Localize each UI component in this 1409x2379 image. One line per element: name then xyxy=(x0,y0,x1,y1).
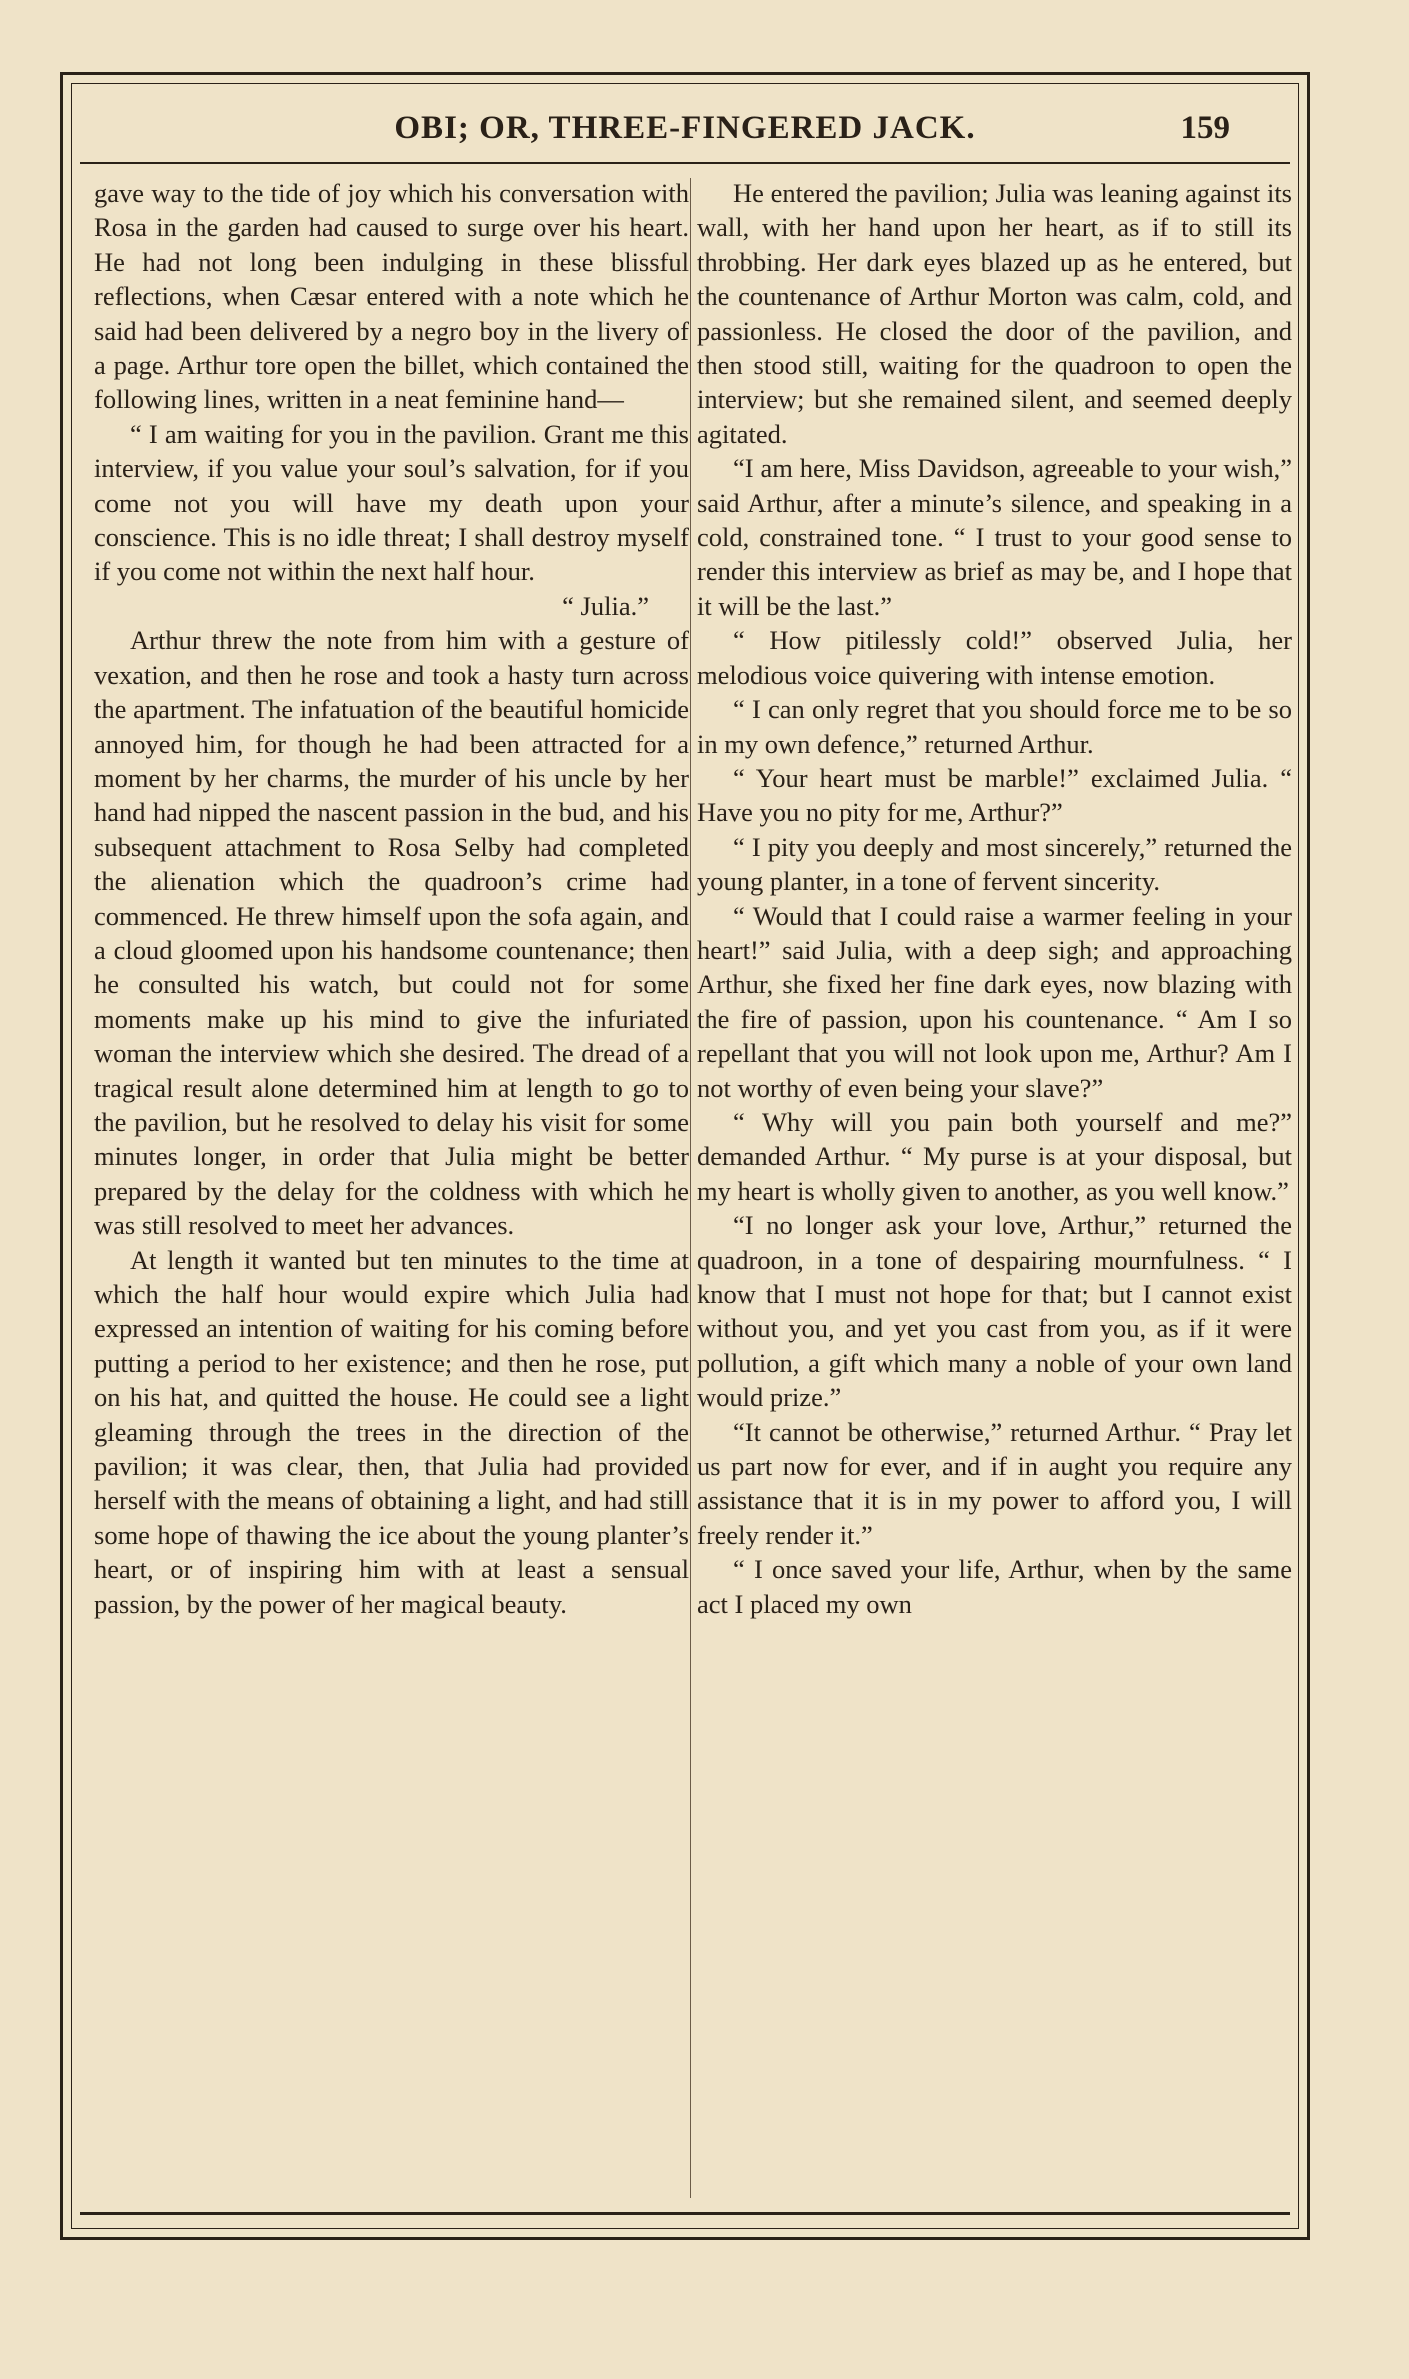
page-header xyxy=(80,100,1290,160)
paragraph: gave way to the tide of joy which his conversation with Rosa in the garden had caused to surge over his heart. He had not long been indulging in these blissful reflections, when Cæsar entered with a note which he said had been delivered by a negro boy in the livery of a page. Arthur tore open the billet, which contained the following lines, written in a neat feminine hand— xyxy=(94,178,689,415)
right-column xyxy=(697,176,1292,1621)
paragraph: Arthur threw the note from him with a gesture of vexation, and then he rose and took a hasty turn across the apartment. The infatuation of the beautiful homicide annoyed him, for though he had been attracted for a moment by her charms, the murder of his uncle by her hand had nipped the nascent passion in the bud, and his subsequent attachment to Rosa Selby had completed the alienation which the quadroon’s crime had commenced. He threw himself upon the sofa again, and a cloud gloomed upon his handsome countenance; then he consulted his watch, but could not for some moments make up his mind to give the infuriated woman the interview which she desired. The dread of a tragical result alone determined him at length to go to the pavilion, but he resolved to delay his visit for some minutes longer, in order that Julia might be better prepared by the delay for the coldness with which he was still resolved to meet her advances. xyxy=(94,625,689,1241)
paragraph: He entered the pavilion; Julia was leaning against its wall, with her hand upon her heart, as if to still its throbbing. Her dark eyes blazed up as he entered, but the countenance of Arthur Morton was calm, cold, and passionless. He closed the door of the pavilion, and then stood still, waiting for the quadroon to open the interview; but she remained silent, and seemed deeply agitated. xyxy=(697,178,1292,449)
paragraph: “ How pitilessly cold!” observed Julia, her melodious voice quivering with intense emotion. xyxy=(697,625,1292,690)
paragraph: “ I pity you deeply and most sincerely,” returned the young planter, in a tone of fervent sincerity. xyxy=(697,831,1292,897)
paragraph: At length it wanted but ten minutes to the time at which the half hour would expire which Julia had expressed an intention of waiting for his coming before putting a period to her existence; and then he rose, put on his hat, and quitted the house. He could see a light gleaming through the trees in the direction of the pavilion; it was clear, then, that Julia had provided herself with the means of obtaining a light, and had still some hope of thawing the ice about the young planter’s heart, or of inspiring him with at least a sensual passion, by the power of her magical beauty. xyxy=(94,1244,689,1619)
note-signature: “ Julia.” xyxy=(562,590,649,621)
paragraph: “It cannot be otherwise,” returned Arthur. “ Pray let us part now for ever, and if in aught you require any assistance that it is in my power to afford you, I will freely render it.” xyxy=(697,1416,1292,1550)
page-number: 159 xyxy=(1180,110,1230,146)
quoted-note: “ I am waiting for you in the pavilion. Grant me this interview, if you value your soul’s salvation, for if you come not you will have my death upon your conscience. This is no idle threat; I shall destroy myself if you come not within the next half hour. xyxy=(94,418,689,587)
paragraph: “ Why will you pain both yourself and me?” demanded Arthur. “ My purse is at your disposal, but my heart is wholly given to another, as you well know.” xyxy=(697,1106,1292,1206)
paragraph: “I am here, Miss Davidson, agreeable to your wish,” said Arthur, after a minute’s silence, and speaking in a cold, constrained tone. “ I trust to your good sense to render this interview as brief as may be, and I hope that it will be the last.” xyxy=(697,453,1292,621)
footer-rule xyxy=(80,2212,1290,2215)
paragraph: “ I once saved your life, Arthur, when by the same act I placed my own xyxy=(697,1554,1292,1619)
paragraph: “ Your heart must be marble!” exclaimed Julia. “ Have you no pity for me, Arthur?” xyxy=(697,762,1292,828)
paragraph: “I no longer ask your love, Arthur,” returned the quadroon, in a tone of despairing mournfulness. “ I know that I must not hope for that; but I cannot exist without you, and yet you cast from you, as if it were pollution, a gift which many a noble of your own land would prize.” xyxy=(697,1210,1292,1413)
header-rule xyxy=(80,162,1290,164)
paragraph: “ Would that I could raise a warmer feeling in your heart!” said Julia, with a deep sigh; and approaching Arthur, she fixed her fine dark eyes, now blazing with the fire of passion, upon his countenance. “ Am I so repellant that you will not look upon me, Arthur? Am I not worthy of even being your slave?” xyxy=(697,900,1292,1103)
left-column xyxy=(94,176,689,1621)
paragraph: “ I can only regret that you should force me to be so in my own defence,” returned Arthur. xyxy=(697,694,1292,759)
column-divider xyxy=(690,178,691,2198)
running-title: OBI; OR, THREE-FINGERED JACK. xyxy=(394,110,976,146)
